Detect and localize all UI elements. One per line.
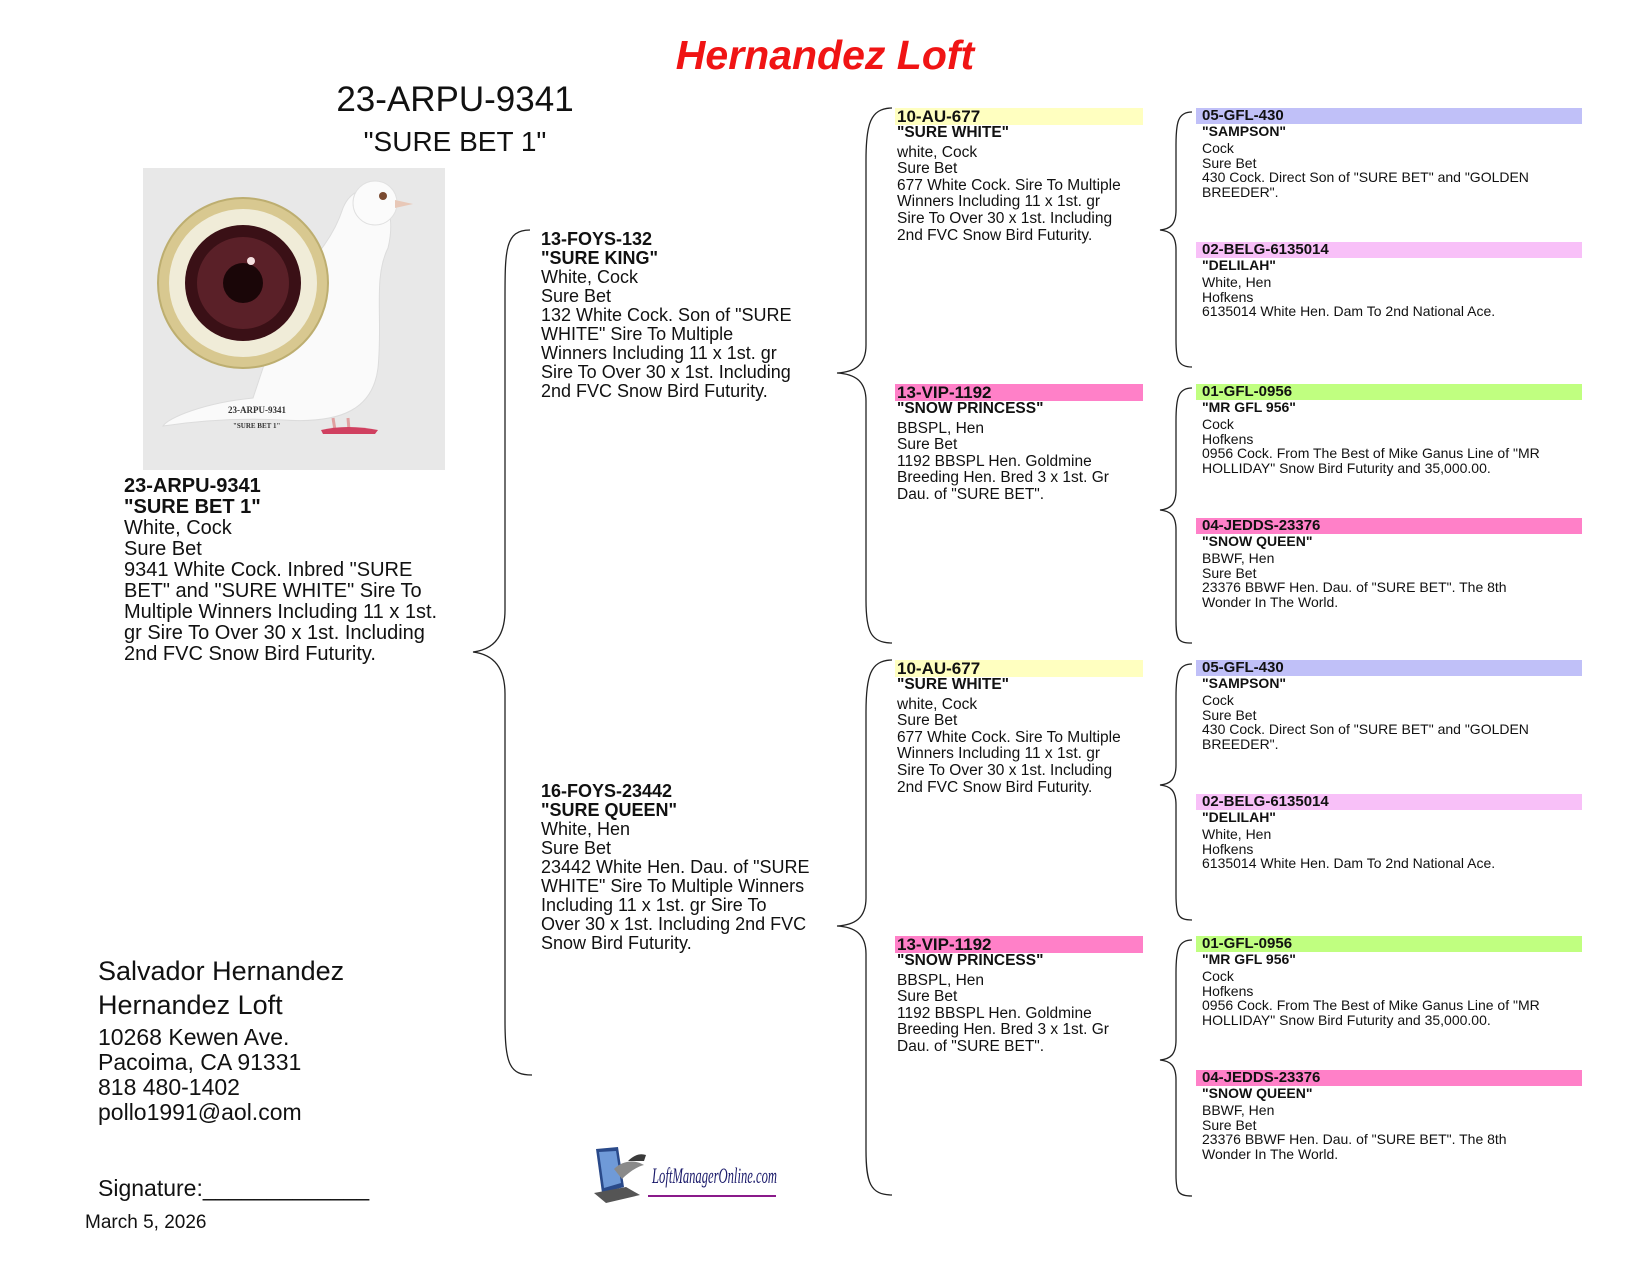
band-number: 01-GFL-0956 [1196,936,1582,952]
bracket-gp-4 [1160,940,1192,1196]
description-line: 132 White Cock. Son of "SURE [541,305,792,325]
dam-description [541,820,831,953]
description-line: Sure Bet [1202,706,1257,723]
description-line: Wonder In The World. [1202,593,1339,610]
description-line: Winners Including 11 x 1st. gr [897,193,1101,211]
description-line: BBSPL, Hen [897,419,985,437]
grandparent-card [895,108,1143,244]
pigeon-photo [143,168,445,470]
description-line: 6135014 White Hen. Dam To 2nd National Ace. [1202,303,1496,320]
band-number: 02-BELG-6135014 [1196,242,1582,258]
description-line: Cock [1202,140,1234,157]
description-line: 6135014 White Hen. Dam To 2nd National Ace. [1202,855,1496,872]
description-line: Sure Bet [897,988,958,1006]
owner-name: Salvador Hernandez [98,956,345,986]
description-line: White, Cock [124,517,232,539]
description-line: Sure Bet [541,286,612,306]
bracket-sire [837,108,892,643]
bird-name: "SNOW QUEEN" [1202,1085,1313,1101]
description-line: BBWF, Hen [1202,550,1275,567]
description-line: Hofkens [1202,982,1254,999]
description-line: 677 White Cock. Sire To Multiple [897,728,1121,746]
photo-caption-name: "SURE BET 1" [233,422,281,430]
laptop-icon [588,1143,788,1205]
bird-name: "SURE WHITE" [897,124,1010,141]
description-line: Including 11 x 1st. gr Sire To [541,895,767,915]
subject-band: 23-ARPU-9341 [124,475,261,497]
description-line: Cock [1202,692,1234,709]
owner-phone: 818 480-1402 [98,1074,240,1100]
subject-name: "SURE BET 1" [124,496,261,518]
description-line: Sure Bet [897,712,958,730]
loftmanager-logo [588,1143,788,1205]
description-line: gr Sire To Over 30 x 1st. Including [124,622,425,644]
bird-name: "SNOW PRINCESS" [897,952,1044,969]
bracket-gp-1 [1160,112,1192,367]
bird-name: "MR GFL 956" [1202,951,1296,967]
grandparent-card [895,660,1143,796]
band-number: 10-AU-677 [895,660,1143,677]
description-line: Sire To Over 30 x 1st. Including [897,761,1113,779]
description-line: 23442 White Hen. Dau. of "SURE [541,857,810,877]
description-line: Sure Bet [1202,154,1257,171]
bird-name: "SAMPSON" [1202,123,1287,139]
subject-description [124,518,454,665]
description-line: Dau. of "SURE BET". [897,1037,1045,1055]
bird-name: "DELILAH" [1202,809,1276,825]
description-line: 23376 BBWF Hen. Dau. of "SURE BET". The 8th [1202,579,1507,596]
bird-name: "SNOW QUEEN" [1202,533,1313,549]
description-line: Sire To Over 30 x 1st. Including [541,362,791,382]
subject-details [124,476,454,665]
description-line: 677 White Cock. Sire To Multiple [897,176,1121,194]
pigeon-illustration [143,168,445,470]
description-line: 2nd FVC Snow Bird Futurity. [124,643,376,665]
description-line: BREEDER". [1202,735,1279,752]
band-number: 02-BELG-6135014 [1196,794,1582,810]
description-line: Wonder In The World. [1202,1145,1339,1162]
description-line: BBSPL, Hen [897,971,985,989]
logo-text: LoftManagerOnline.com [651,1163,777,1188]
description-line: Breeding Hen. Bred 3 x 1st. Gr [897,469,1109,487]
band-number: 05-GFL-430 [1196,660,1582,676]
subject-band-heading: 23-ARPU-9341 [336,80,574,119]
grandparent-card [895,936,1143,1056]
great-grandparent-card [1196,242,1582,319]
great-grandparent-card [1196,936,1582,1027]
description-line: Snow Bird Futurity. [541,933,692,953]
band-number: 01-GFL-0956 [1196,384,1582,400]
description-line: BBWF, Hen [1202,1102,1275,1119]
band-number: 05-GFL-430 [1196,108,1582,124]
signature-line: Signature:_____________ [98,1175,370,1201]
description-line: 0956 Cock. From The Best of Mike Ganus Line of "MR [1202,997,1540,1014]
great-grandparent-card [1196,108,1582,199]
description-line: White, Hen [1202,826,1272,843]
loft-title: Hernandez Loft [675,32,975,78]
description-line: 23376 BBWF Hen. Dau. of "SURE BET". The 8th [1202,1131,1507,1148]
description-line: Sure Bet [897,436,958,454]
bracket-subject [473,230,532,1075]
description-line: White, Hen [1202,274,1272,291]
description-line: HOLLIDAY" Snow Bird Futurity and 35,000.00. [1202,459,1491,476]
description-line: HOLLIDAY" Snow Bird Futurity and 35,000.00. [1202,1011,1491,1028]
bird-name: "SNOW PRINCESS" [897,400,1044,417]
dam-band: 16-FOYS-23442 [541,781,673,801]
description-line: Over 30 x 1st. Including 2nd FVC [541,914,807,934]
band-number: 10-AU-677 [895,108,1143,125]
great-grandparent-card [1196,660,1582,751]
description-line: BET" and "SURE WHITE" Sire To [124,580,422,602]
description-line: 2nd FVC Snow Bird Futurity. [541,381,768,401]
description-line: White, Cock [541,267,639,287]
description-line: 1192 BBSPL Hen. Goldmine [897,1004,1092,1022]
description-line: 0956 Cock. From The Best of Mike Ganus Line of "MR [1202,445,1540,462]
description-line: Breeding Hen. Bred 3 x 1st. Gr [897,1021,1109,1039]
bracket-dam [837,660,892,1195]
description-line: Winners Including 11 x 1st. gr [541,343,777,363]
description-line: 430 Cock. Direct Son of "SURE BET" and "GOLDEN [1202,721,1529,738]
great-grandparent-card [1196,384,1582,475]
print-date: March 5, 2026 [85,1212,207,1233]
description-line: WHITE" Sire To Multiple [541,324,734,344]
bracket-gp-3 [1160,664,1192,920]
band-number: 13-VIP-1192 [895,384,1143,401]
description-line: Sure Bet [897,160,958,178]
band-number: 13-VIP-1192 [895,936,1143,953]
description-line: Sure Bet [1202,564,1257,581]
description-line: Dau. of "SURE BET". [897,485,1045,503]
description-line: white, Cock [897,695,978,713]
description-line: WHITE" Sire To Multiple Winners [541,876,805,896]
bracket-gp-2 [1160,388,1192,643]
owner-address-line1: 10268 Kewen Ave. [98,1024,290,1050]
description-line: Sure Bet [1202,1116,1257,1133]
bird-name: "MR GFL 956" [1202,399,1296,415]
great-grandparent-card [1196,518,1582,609]
description-line: Multiple Winners Including 11 x 1st. [124,601,438,623]
description-line: 2nd FVC Snow Bird Futurity. [897,226,1093,244]
description-line: Hofkens [1202,288,1254,305]
description-line: 9341 White Cock. Inbred "SURE [124,559,413,581]
description-line: Cock [1202,968,1234,985]
dam-card [541,782,831,953]
owner-email: pollo1991@aol.com [98,1099,302,1125]
description-line: white, Cock [897,143,978,161]
description-line: Sure Bet [124,538,202,560]
band-number: 04-JEDDS-23376 [1196,1070,1582,1086]
photo-caption-band: 23-ARPU-9341 [228,405,286,415]
description-line: Hofkens [1202,840,1254,857]
description-line: Hofkens [1202,430,1254,447]
great-grandparent-card [1196,1070,1582,1161]
description-line: Sure Bet [541,838,612,858]
owner-loft: Hernandez Loft [98,990,283,1020]
grandparent-card [895,384,1143,504]
description-line: 1192 BBSPL Hen. Goldmine [897,452,1092,470]
description-line: 2nd FVC Snow Bird Futurity. [897,778,1093,796]
bird-name: "SAMPSON" [1202,675,1287,691]
owner-address-line2: Pacoima, CA 91331 [98,1049,302,1075]
description-line: White, Hen [541,819,631,839]
sire-card [541,230,821,401]
dam-name: "SURE QUEEN" [541,800,678,820]
bird-name: "DELILAH" [1202,257,1276,273]
bird-name: "SURE WHITE" [897,676,1010,693]
subject-name-heading: "SURE BET 1" [363,126,547,157]
great-grandparent-card [1196,794,1582,871]
band-number: 04-JEDDS-23376 [1196,518,1582,534]
sire-name: "SURE KING" [541,248,659,268]
description-line: 430 Cock. Direct Son of "SURE BET" and "GOLDEN [1202,169,1529,186]
sire-description [541,268,821,401]
description-line: BREEDER". [1202,183,1279,200]
description-line: Winners Including 11 x 1st. gr [897,745,1101,763]
sire-band: 13-FOYS-132 [541,229,653,249]
description-line: Cock [1202,416,1234,433]
description-line: Sire To Over 30 x 1st. Including [897,209,1113,227]
